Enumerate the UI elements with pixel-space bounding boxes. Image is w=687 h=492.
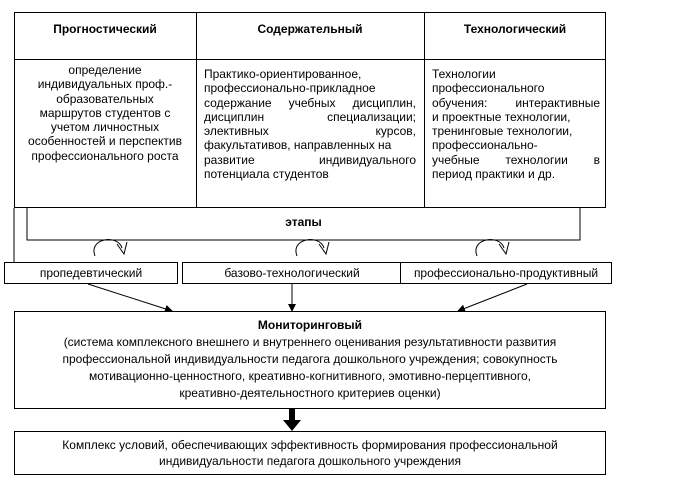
arrow-stage3-to-monitoring [458,284,527,311]
text-line: индивидуальности педагога дошкольного учреждения [158,454,461,468]
text-line: профессионального [432,81,545,96]
component-text-prognostic [18,63,192,163]
component-text-technological [432,67,600,181]
table-column-divider [196,12,197,208]
monitoring-description [15,334,605,402]
text-line: креативно-деятельностного критериев оценки) [179,386,441,400]
text-line: тренинговые технологии, [432,124,573,139]
component-header-prognostic: Прогностический [53,22,157,36]
text-line: факультативов, направленных на [204,138,392,153]
conditions-box [14,431,606,475]
component-text-content [204,67,416,181]
stage-label: профессионально-продуктивный [413,266,599,280]
text-line: элективных курсов, [204,124,416,139]
stage-box-professional-productive [400,262,612,284]
text-line: мотивационно-ценностного, креативно-когнитивного, эмотивно-перцептивного, [89,369,531,383]
stage-box-basic-technological [182,262,402,284]
text-line: содержание учебных дисциплин, [204,95,416,110]
text-line: профессионального роста [31,148,179,163]
component-header-technological: Технологический [463,22,567,36]
stage-label: базово-технологический [224,266,360,280]
text-line: Технологии [432,67,496,81]
monitoring-box [14,311,606,409]
text-line: образовательных [56,91,154,106]
text-line: учебные технологии в [432,152,600,167]
conditions-text [15,437,605,469]
text-line: Практико-ориентированное, [204,67,362,81]
table-header-divider [14,59,606,60]
curved-arrow-icon [476,240,509,256]
stage-label: пропедевтический [39,266,143,280]
text-line: профессиональной индивидуальности педагога дошкольного учреждения; совокупность [62,352,558,366]
curved-arrow-icon [296,240,329,256]
text-line: развитие индивидуального [204,152,416,167]
text-line: (система комплексного внешнего и внутреннего оценивания результативности развития [63,335,557,349]
component-header-content: Содержательный [257,22,363,36]
text-line: профессионально- [432,138,538,153]
text-line: обучения: интерактивные [432,95,600,110]
stages-label: этапы [285,215,322,229]
text-line: маршрутов студентов с [39,105,171,120]
text-line: профессионально-прикладное [204,81,376,96]
text-line: и проектные технологии, [432,109,571,124]
arrow-stage1-to-monitoring [88,284,172,311]
stage-box-propaedeutic [4,262,178,284]
text-line: Комплекс условий, обеспечивающих эффективность формирования профессиональной [62,438,558,452]
text-line: дисциплин специализации; [204,109,416,124]
thick-down-arrow [283,409,301,431]
text-line: период практики и др. [432,167,556,182]
text-line: индивидуальных проф.- [37,77,173,92]
table-column-divider [424,12,425,208]
text-line: потенциала студентов [204,167,329,182]
text-line: особенностей и перспектив [28,134,182,149]
curved-arrow-icon [94,240,127,256]
text-line: определение [68,63,142,77]
text-line: учетом личностных [50,120,160,135]
monitoring-title: Мониторинговый [257,318,363,332]
